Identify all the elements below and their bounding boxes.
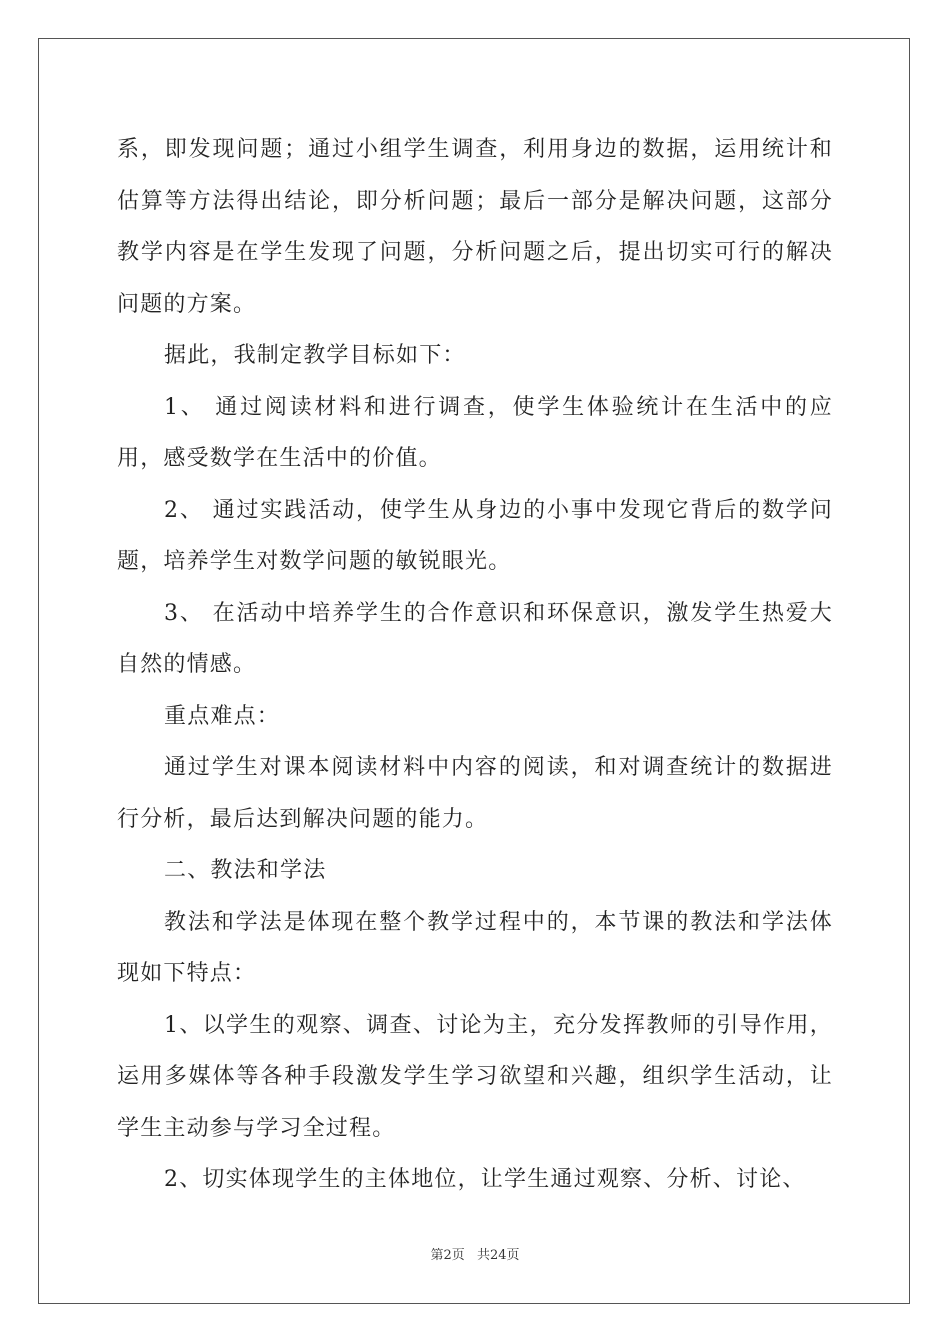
paragraph: 1、 通过阅读材料和进行调查，使学生体验统计在生活中的应用，感受数学在生活中的价值。: [117, 394, 833, 471]
paragraph: 2、 通过实践活动，使学生从身边的小事中发现它背后的数学问题，培养学生对数学问题的敏锐眼光。: [117, 497, 833, 574]
document-body: [117, 124, 833, 1206]
page-total: 共24页: [476, 1248, 520, 1263]
paragraph: 2、切实体现学生的主体地位，让学生通过观察、分析、讨论、: [164, 1167, 806, 1192]
section-heading: 重点难点：: [164, 703, 281, 729]
page-number: 第2页: [430, 1248, 465, 1263]
paragraph: 通过学生对课本阅读材料中内容的阅读，和对调查统计的数据进行分析，最后达到解决问题的能力。: [117, 755, 833, 832]
page-footer: [0, 1244, 950, 1263]
paragraph: 系，即发现问题；通过小组学生调查，利用身边的数据，运用统计和估算等方法得出结论，即分析问题；最后一部分是解决问题，这部分教学内容是在学生发现了问题，分析问题之后，提出切实可行的解决问题的方案。: [117, 137, 833, 317]
paragraph: 教法和学法是体现在整个教学过程中的，本节课的教法和学法体现如下特点：: [117, 909, 833, 986]
paragraph: 据此，我制定教学目标如下：: [164, 343, 466, 368]
paragraph: 3、 在活动中培养学生的合作意识和环保意识，激发学生热爱大自然的情感。: [117, 600, 833, 677]
section-heading: 二、教法和学法: [164, 858, 327, 883]
paragraph: 1、以学生的观察、调查、讨论为主，充分发挥教师的引导作用，运用多媒体等各种手段激发学生学习欲望和兴趣，组织学生活动，让学生主动参与学习全过程。: [117, 1012, 833, 1141]
